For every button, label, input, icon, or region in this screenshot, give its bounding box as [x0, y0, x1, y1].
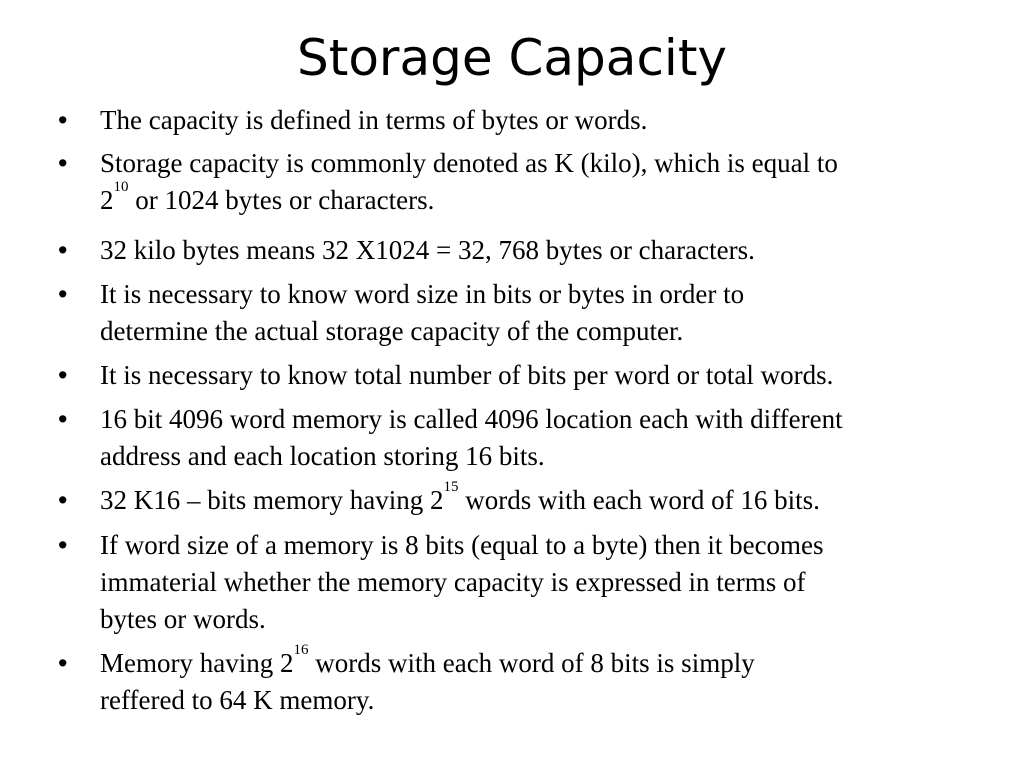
bullet-item [58, 102, 980, 139]
bullet-text-post: words with each word of 16 bits. [458, 485, 820, 515]
bullet-item [58, 642, 980, 719]
bullet-dot-icon: • [58, 105, 68, 135]
power-exponent: 10 [113, 179, 129, 195]
bullet-text: It is necessary to know word size in bits or bytes in order to [100, 279, 745, 309]
bullet-item [58, 527, 980, 638]
bullet-dot-icon: • [58, 148, 68, 178]
bullet-text: immaterial whether the memory capacity is expressed in terms of [100, 567, 806, 597]
bullet-text-pre: 32 K16 – bits memory having 2 [100, 485, 444, 515]
bullet-text: reffered to 64 K memory. [100, 685, 375, 715]
bullet-item [58, 276, 980, 350]
bullet-text-rest: or 1024 bytes or characters. [128, 185, 435, 215]
bullet-item [58, 479, 980, 519]
bullet-text: It is necessary to know total number of bits per word or total words. [100, 360, 834, 390]
bullet-text: 16 bit 4096 word memory is called 4096 location each with different [100, 404, 843, 434]
bullet-text: Storage capacity is commonly denoted as K (kilo), which is equal to [100, 148, 838, 178]
bullet-dot-icon: • [58, 235, 68, 265]
bullet-text [100, 179, 980, 219]
bullet-dot-icon: • [58, 485, 68, 515]
bullet-text: bytes or words. [100, 604, 266, 634]
bullet-text [100, 642, 980, 682]
bullet-dot-icon: • [58, 404, 68, 434]
slide-title: Storage Capacity [296, 29, 728, 87]
bullet-text: If word size of a memory is 8 bits (equal to a byte) then it becomes [100, 530, 824, 560]
bullet-text [100, 479, 980, 519]
bullet-item [58, 401, 980, 475]
power-exponent: 15 [443, 479, 459, 495]
bullet-item [58, 232, 980, 269]
bullet-text: determine the actual storage capacity of the computer. [100, 316, 684, 346]
bullet-text-pre: Memory having 2 [100, 648, 294, 678]
bullet-dot-icon: • [58, 530, 68, 560]
bullet-item [58, 145, 980, 219]
bullet-text: 32 kilo bytes means 32 X1024 = 32, 768 bytes or characters. [100, 235, 755, 265]
bullet-dot-icon: • [58, 648, 68, 678]
bullet-dot-icon: • [58, 279, 68, 309]
bullet-text-post: words with each word of 8 bits is simply [308, 648, 755, 678]
power-base: 2 [100, 185, 114, 215]
power-exponent: 16 [293, 642, 309, 658]
bullet-text: The capacity is defined in terms of bytes or words. [100, 105, 648, 135]
bullet-text: address and each location storing 16 bits. [100, 441, 545, 471]
bullet-item [58, 357, 980, 394]
bullet-dot-icon: • [58, 360, 68, 390]
